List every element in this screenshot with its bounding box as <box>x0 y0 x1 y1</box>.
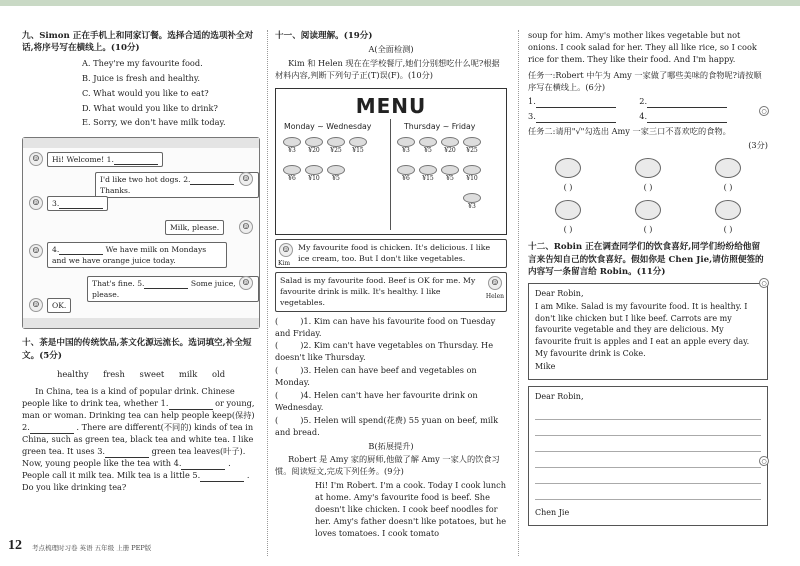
menu-item: ¥5 <box>440 165 460 184</box>
q12-title: 十二、Robin 正在调查同学们的饮食喜好,同学们纷纷给他留言来告知自己的饮食喜好。假如你是 Chen Jie,请仿照便签的内容写一条留言给 Robin。(11分) <box>528 242 764 278</box>
reply-sign: Chen Jie <box>535 508 570 518</box>
reply-box[interactable] <box>528 386 768 526</box>
word-bank: healthy fresh sweet milk old <box>56 369 226 380</box>
writing-line[interactable] <box>535 452 761 468</box>
food-item: ( ) <box>555 158 581 200</box>
menu-item: ¥5 <box>326 165 346 184</box>
menu-divider <box>390 119 391 230</box>
option-b: B. Juice is fresh and healthy. <box>82 72 201 83</box>
food-item: ( ) <box>635 200 661 242</box>
menu-item: ¥25 <box>326 137 346 156</box>
task-2-score: (3分) <box>748 140 768 151</box>
letter-body: I am Mike. Salad is my favourite food. It is healthy. I don't like chicken but I like beef. Carrots are my favourite vegetable and they are delicious. My favourite fruit is apples and I eat an apple every day. My favourite drink is Coke. <box>535 302 750 358</box>
menu-item: ¥6 <box>396 165 416 184</box>
writing-line[interactable] <box>535 436 761 452</box>
chat-phone <box>22 137 260 329</box>
avatar: ☺ <box>29 298 43 312</box>
menu-item: ¥3 <box>462 193 482 212</box>
avatar: ☺ <box>29 152 43 166</box>
tf-item-1: ( )1. Kim can have his favourite food on Tuesday and Friday. <box>275 315 496 338</box>
chat-bubble-1: Hi! Welcome! 1. <box>47 152 163 167</box>
tf-item-2: ( )2. Kim can't have vegetables on Thursday. He doesn't like Thursday. <box>275 340 494 363</box>
food-item: ( ) <box>555 200 581 242</box>
menu-row <box>396 137 482 156</box>
menu-item: ¥3 <box>396 137 416 156</box>
chat-bubble-2: I'd like two hot dogs. 2. Thanks. <box>95 172 259 198</box>
part-b-intro: Robert 是 Amy 家的厨师,他做了解 Amy 一家人的饮食习惯。阅读短文,完成下列任务。(9分) <box>275 454 500 477</box>
menu-row <box>282 137 368 156</box>
helen-name: Helen <box>485 292 504 300</box>
task-1-blanks: 1. 2. <box>528 96 768 108</box>
avatar: ☺ <box>29 244 43 258</box>
avatar: ☺ <box>239 172 253 186</box>
menu-title: MENU <box>355 94 427 119</box>
letter-sign: Mike <box>535 362 556 372</box>
menu-board <box>275 88 507 235</box>
chat-bubble-7: OK. <box>47 298 71 313</box>
q9-title: 九、Simon 正在手机上和同家订餐。选择合适的选项补全对话,将序号写在横线上。(10分) <box>22 31 254 54</box>
chat-bubble-5: 4. We have milk on Mondays and we have orange juice today. <box>47 242 227 268</box>
part-b-label: B(拓展提升) <box>368 440 414 451</box>
mike-letter <box>528 283 768 380</box>
menu-item: ¥3 <box>282 137 302 156</box>
column-left <box>22 30 260 495</box>
reply-greeting: Dear Robin, <box>535 391 584 401</box>
writing-line[interactable] <box>535 420 761 436</box>
option-a: A. They're my favourite food. <box>82 57 203 68</box>
part-a-intro: Kim 和 Helen 现在在学校餐厅,她们分别想吃什么呢?根据材料内容,判断下列句子正(T)误(F)。(10分) <box>275 58 500 81</box>
writing-line[interactable] <box>535 484 761 500</box>
robert-story: Hi! I'm Robert. I'm a cook. Today I cook lunch at home. Amy's favourite food is beef. She doesn't like chicken. I cook beef noodles for her. Amy's father doesn't like potatoes, but he loves tomatoes. I cook tomato <box>315 480 507 538</box>
column-divider <box>518 30 519 556</box>
kim-avatar: ☺ <box>279 243 293 257</box>
avatar: ☺ <box>239 220 253 234</box>
chat-bubble-6: That's fine. 5. Some juice, please. <box>87 276 259 302</box>
avatar: ☺ <box>29 196 43 210</box>
q10-title: 十、茶是中国的传统饮品,茶文化源远流长。选词填空,补全短文。(5分) <box>22 338 252 361</box>
part-a-label: A(全面检测) <box>368 44 414 55</box>
menu-item: ¥6 <box>282 165 302 184</box>
tea-passage: In China, tea is a kind of popular drink. Chinese people like to drink tea, whether 1. or young, man or woman. Drinking tea can help people keep(保持) 2. . There are different(不同的) kinds of tea in China, such as green tea, black tea and white tea. I like green tea. It uses 3. green tea leaves(叶子). Now, young people like the tea with 4. . People call it milk tea. Milk tea is a little 5. . Do you like drinking tea? <box>22 386 255 492</box>
menu-days-right: Thursday ~ Friday <box>404 122 476 132</box>
chat-bubble-3: 3. <box>47 196 108 211</box>
phone-top-bar <box>23 138 259 148</box>
menu-item: ¥20 <box>440 137 460 156</box>
kim-name: Kim <box>278 260 291 268</box>
option-e: E. Sorry, we don't have milk today. <box>82 117 226 128</box>
task-1: 任务一:Robert 中午为 Amy 一家做了哪些美味的食物呢?请按顺序写在横线上。(6分) <box>528 69 762 92</box>
tf-item-5: ( )5. Helen will spend(花费) 55 yuan on beef, milk and bread. <box>275 414 499 437</box>
menu-row <box>282 165 346 184</box>
writing-line[interactable] <box>535 468 761 484</box>
menu-item: ¥10 <box>304 165 324 184</box>
writing-line[interactable] <box>535 404 761 420</box>
menu-item: ¥20 <box>304 137 324 156</box>
food-pictures-row <box>528 200 768 242</box>
helen-avatar: ☺ <box>488 276 502 290</box>
binding-hole-icon: ○ <box>759 106 769 116</box>
column-middle <box>275 30 507 542</box>
task-2: 任务二:请用"√"勾选出 Amy 一家三口不喜欢吃的食物。 <box>528 126 731 137</box>
true-false-list <box>275 316 507 439</box>
menu-row <box>462 193 482 212</box>
binding-hole-icon: ○ <box>759 278 769 288</box>
chat-bubble-4: Milk, please. <box>165 220 224 235</box>
robert-story-cont: soup for him. Amy's mother likes vegetable but not onions. I cook salad for her. They all like rice, so I cook rice for them. They like their food. And I'm happy. <box>528 30 757 64</box>
q11-title: 十一、阅读理解。(19分) <box>275 31 373 41</box>
helen-speech: Salad is my favourite food. Beef is OK for me. My favourite drink is milk. It's healthy. I like vegetables. ☺ Helen <box>275 272 507 312</box>
letter-greeting: Dear Robin, <box>535 288 584 298</box>
column-right <box>528 30 768 526</box>
menu-item: ¥15 <box>418 165 438 184</box>
food-pictures-row <box>528 158 768 200</box>
menu-item: ¥10 <box>462 165 482 184</box>
menu-item: ¥25 <box>462 137 482 156</box>
phone-bottom-bar <box>23 318 259 328</box>
menu-days-left: Monday ~ Wednesday <box>284 122 372 132</box>
footer-text: 考点梳理时习卷 英语 五年级 上册 PEP版 <box>32 543 152 552</box>
tf-item-4: ( )4. Helen can't have her favourite drink on Wednesday. <box>275 389 478 412</box>
page-number: 12 <box>8 537 22 553</box>
food-item: ( ) <box>715 200 741 242</box>
menu-row <box>396 165 482 184</box>
column-divider <box>267 30 268 556</box>
option-c: C. What would you like to eat? <box>82 87 209 98</box>
food-item: ( ) <box>635 158 661 200</box>
food-item: ( ) <box>715 158 741 200</box>
option-d: D. What would you like to drink? <box>82 102 218 113</box>
menu-item: ¥15 <box>348 137 368 156</box>
task-1-blanks: 3. 4. <box>528 111 768 123</box>
binding-hole-icon: ○ <box>759 456 769 466</box>
kim-speech: ☺ My favourite food is chicken. It's delicious. I like ice cream, too. But I don't like vegetables. Kim <box>275 239 507 268</box>
tf-item-3: ( )3. Helen can have beef and vegetables on Monday. <box>275 365 477 388</box>
menu-item: ¥5 <box>418 137 438 156</box>
avatar: ☺ <box>239 276 253 290</box>
